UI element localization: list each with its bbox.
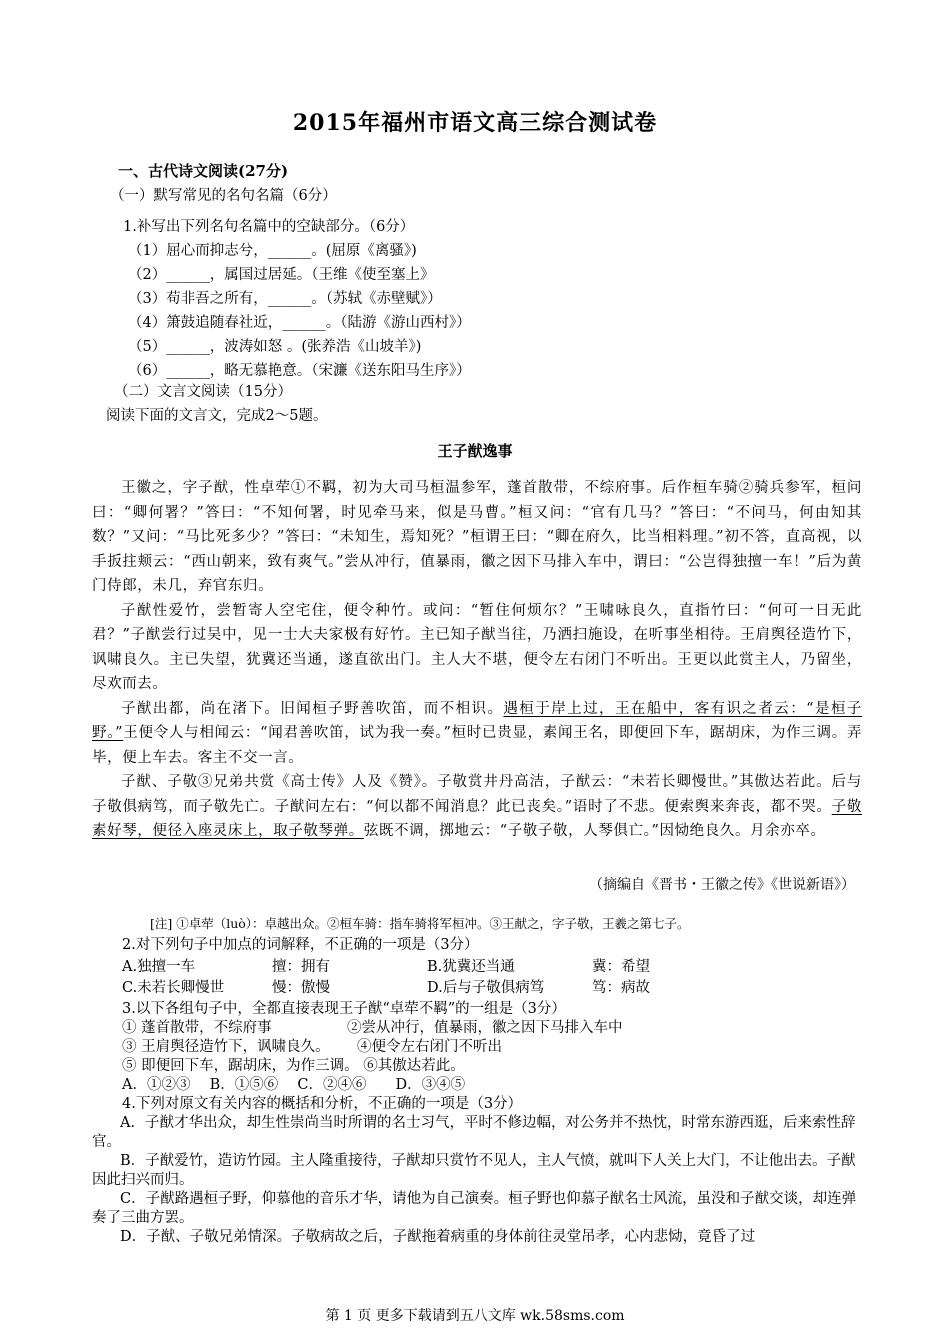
q3-sentence: ① 蓬首散带，不综府事 [122, 1020, 272, 1036]
underlined-sentence: 子敬素好琴，便径入座灵床上，取子敬琴弹。 [92, 798, 862, 839]
q3-options: A．①②③ B．①⑤⑥ C．②④⑥ D．③④⑤ [122, 1077, 466, 1093]
q4-option: C．子猷路遇桓子野，仰慕他的音乐才华，请他为自己演奏。桓子野也仰慕子猷名士风流，虽没和子猷交谈，却连弹奏了三曲方罢。 [92, 1191, 857, 1226]
fill-item: （6）______，略无慕艳意。（宋濂《送东阳马生序》） [128, 363, 471, 379]
passage-paragraph: 王徽之，字子猷，性卓荦①不羁，初为大司马桓温参军，蓬首散带，不综府事。后作桓车骑②骑兵参军，桓问曰：“卿何署？”答曰：“不知何署，时见牵马来，似是马曹。”桓又问：“官有几马？”答曰：“不问马，何由知其数？”又问：“马比死多少？”答曰：“未知生，焉知死？”桓谓王曰：“卿在府久，比当相料理。”初不答，直高视，以手扳拄颊云：“西山朝来，致有爽气。”尝从冲行，值暴雨，徽之因下马排入车中，谓曰：“公岂得独擅一车！”后为黄门侍郎，未几，弃官东归。 [92, 480, 862, 594]
page-title: 2015年福州市语文高三综合测试卷 [292, 110, 658, 136]
q3-sentence: ⑤ 即便回下车，踞胡床，为作三调。 ⑥其傲达若此。 [122, 1058, 465, 1074]
fill-item: （4）箫鼓追随春社近，______。（陆游《游山西村》） [128, 315, 471, 331]
instruction: 阅读下面的文言文，完成2～5题。 [106, 408, 328, 424]
fill-item: （2）______，属国过居延。（王维《使至塞上》 [128, 267, 435, 283]
passage-paragraph: 子猷出都，尚在渚下。旧闻桓子野善吹笛，而不相识。遇桓于岸上过，王在船中，客有识之者云：“是桓子野。”王便令人与相闻云：“闻君善吹笛，试为我一奏。”桓时已贵显，素闻王名，即便回下车，踞胡床，为作三调。弄毕，便上车去。客主不交一言。 [92, 700, 863, 766]
passage-title: 王子猷逸事 [437, 442, 513, 460]
question-4-stem: 4.下列对原文有关内容的概括和分析，不正确的一项是（3分） [122, 1096, 523, 1112]
q4-option: B．子猷爱竹，造访竹园。主人隆重接待，子猷却只赏竹不见人，主人气愤，就叫下人关上大门，不让他出去。子猷因此扫兴而归。 [92, 1153, 856, 1188]
passage-source: （摘编自《晋书・王徽之传》《世说新语》） [589, 877, 855, 893]
q2-gloss: 慢：傲慢 [272, 980, 330, 996]
section-heading: 一、古代诗文阅读(27分) [118, 162, 289, 180]
subsection-heading: （一）默写常见的名句名篇（6分） [110, 188, 337, 204]
passage-paragraph: 子猷性爱竹，尝暂寄人空宅住，便令种竹。或问：“暂住何烦尔？”王啸咏良久，直指竹曰：“何可一日无此君？”子猷尝行过吴中，见一士大夫家极有好竹。主已知子猷当往，乃洒扫施设，在听事坐相待。王肩舆径造竹下，讽啸良久。主已失望，犹冀还当通，遂直欲出门。主人大不堪，便令左右闭门不听出。王更以此赏主人，乃留坐，尽欢而去。 [92, 602, 862, 692]
q2-option: A.独擅一车 [122, 959, 196, 975]
question-3-stem: 3.以下各组句子中，全都直接表现王子猷“卓荦不羁”的一组是（3分） [122, 1001, 566, 1017]
q2-option: D.后与子敬俱病笃 [427, 980, 545, 996]
fill-item: （5）______，波涛如怒 。(张养浩《山坡羊》) [128, 339, 422, 355]
q3-sentence: ②尝从冲行，值暴雨，徽之因下马排入车中 [347, 1020, 623, 1036]
q3-sentence: ③ 王肩舆径造竹下，讽啸良久。 [122, 1039, 330, 1055]
q2-row [122, 958, 682, 977]
passage-note: [注] ①卓荦（luò）：卓越出众。②桓车骑：指车骑将军桓冲。③王献之，字子敬，王羲之第七子。 [150, 916, 690, 931]
q2-option: C.未若长卿慢世 [122, 980, 225, 996]
question-1-stem: 1.补写出下列名句名篇中的空缺部分。（6分） [123, 219, 415, 235]
q3-sentence: ④便令左右闭门不听出 [357, 1039, 502, 1055]
q3-row [122, 1038, 682, 1057]
fill-item: （3）苟非吾之所有，______。（苏轼《赤壁赋》） [128, 291, 442, 307]
q2-gloss: 笃：病故 [592, 980, 650, 996]
q3-row [122, 1019, 682, 1038]
q2-option: B.犹冀还当通 [427, 959, 515, 975]
fill-item: （1）屈心而抑志兮，______。(屈原《离骚》) [128, 243, 417, 259]
page-footer: 第 1 页 更多下载请到五八文库 wk.58sms.com [325, 1308, 625, 1324]
q4-option: A．子猷才华出众，却生性崇尚当时所谓的名士习气，平时不修边幅，对公务并不热忱，时常东游西逛，后来索性辞官。 [92, 1115, 856, 1150]
q2-row [122, 979, 682, 998]
q2-gloss: 冀：希望 [592, 959, 650, 975]
subsection-heading: （二）文言文阅读（15分） [114, 384, 292, 400]
passage-body [92, 476, 862, 844]
passage-paragraph: 子猷、子敬③兄弟共赏《高士传》人及《赞》。子敬赏井丹高洁，子猷云：“未若长卿慢世。”其傲达若此。后与子敬俱病笃，而子敬先亡。子猷问左右：“何以都不闻消息？此已丧矣。”语时了不悲。便索舆来奔丧，都不哭。子敬素好琴，便径入座灵床上，取子敬琴弹。弦既不调，掷地云：“子敬子敬，人琴俱亡。”因恸绝良久。月余亦卒。 [92, 774, 862, 839]
question-2-stem: 2.对下列句子中加点的词解释，不正确的一项是（3分） [122, 937, 479, 953]
q4-option: D．子猷、子敬兄弟情深。子敬病故之后，子猷拖着病重的身体前往灵堂吊孝，心内悲恸，竟昏了过 [120, 1229, 756, 1245]
q2-gloss: 擅：拥有 [272, 959, 330, 975]
underlined-sentence: 遇桓于岸上过，王在船中，客有识之者云：“是桓子野。” [92, 700, 862, 741]
